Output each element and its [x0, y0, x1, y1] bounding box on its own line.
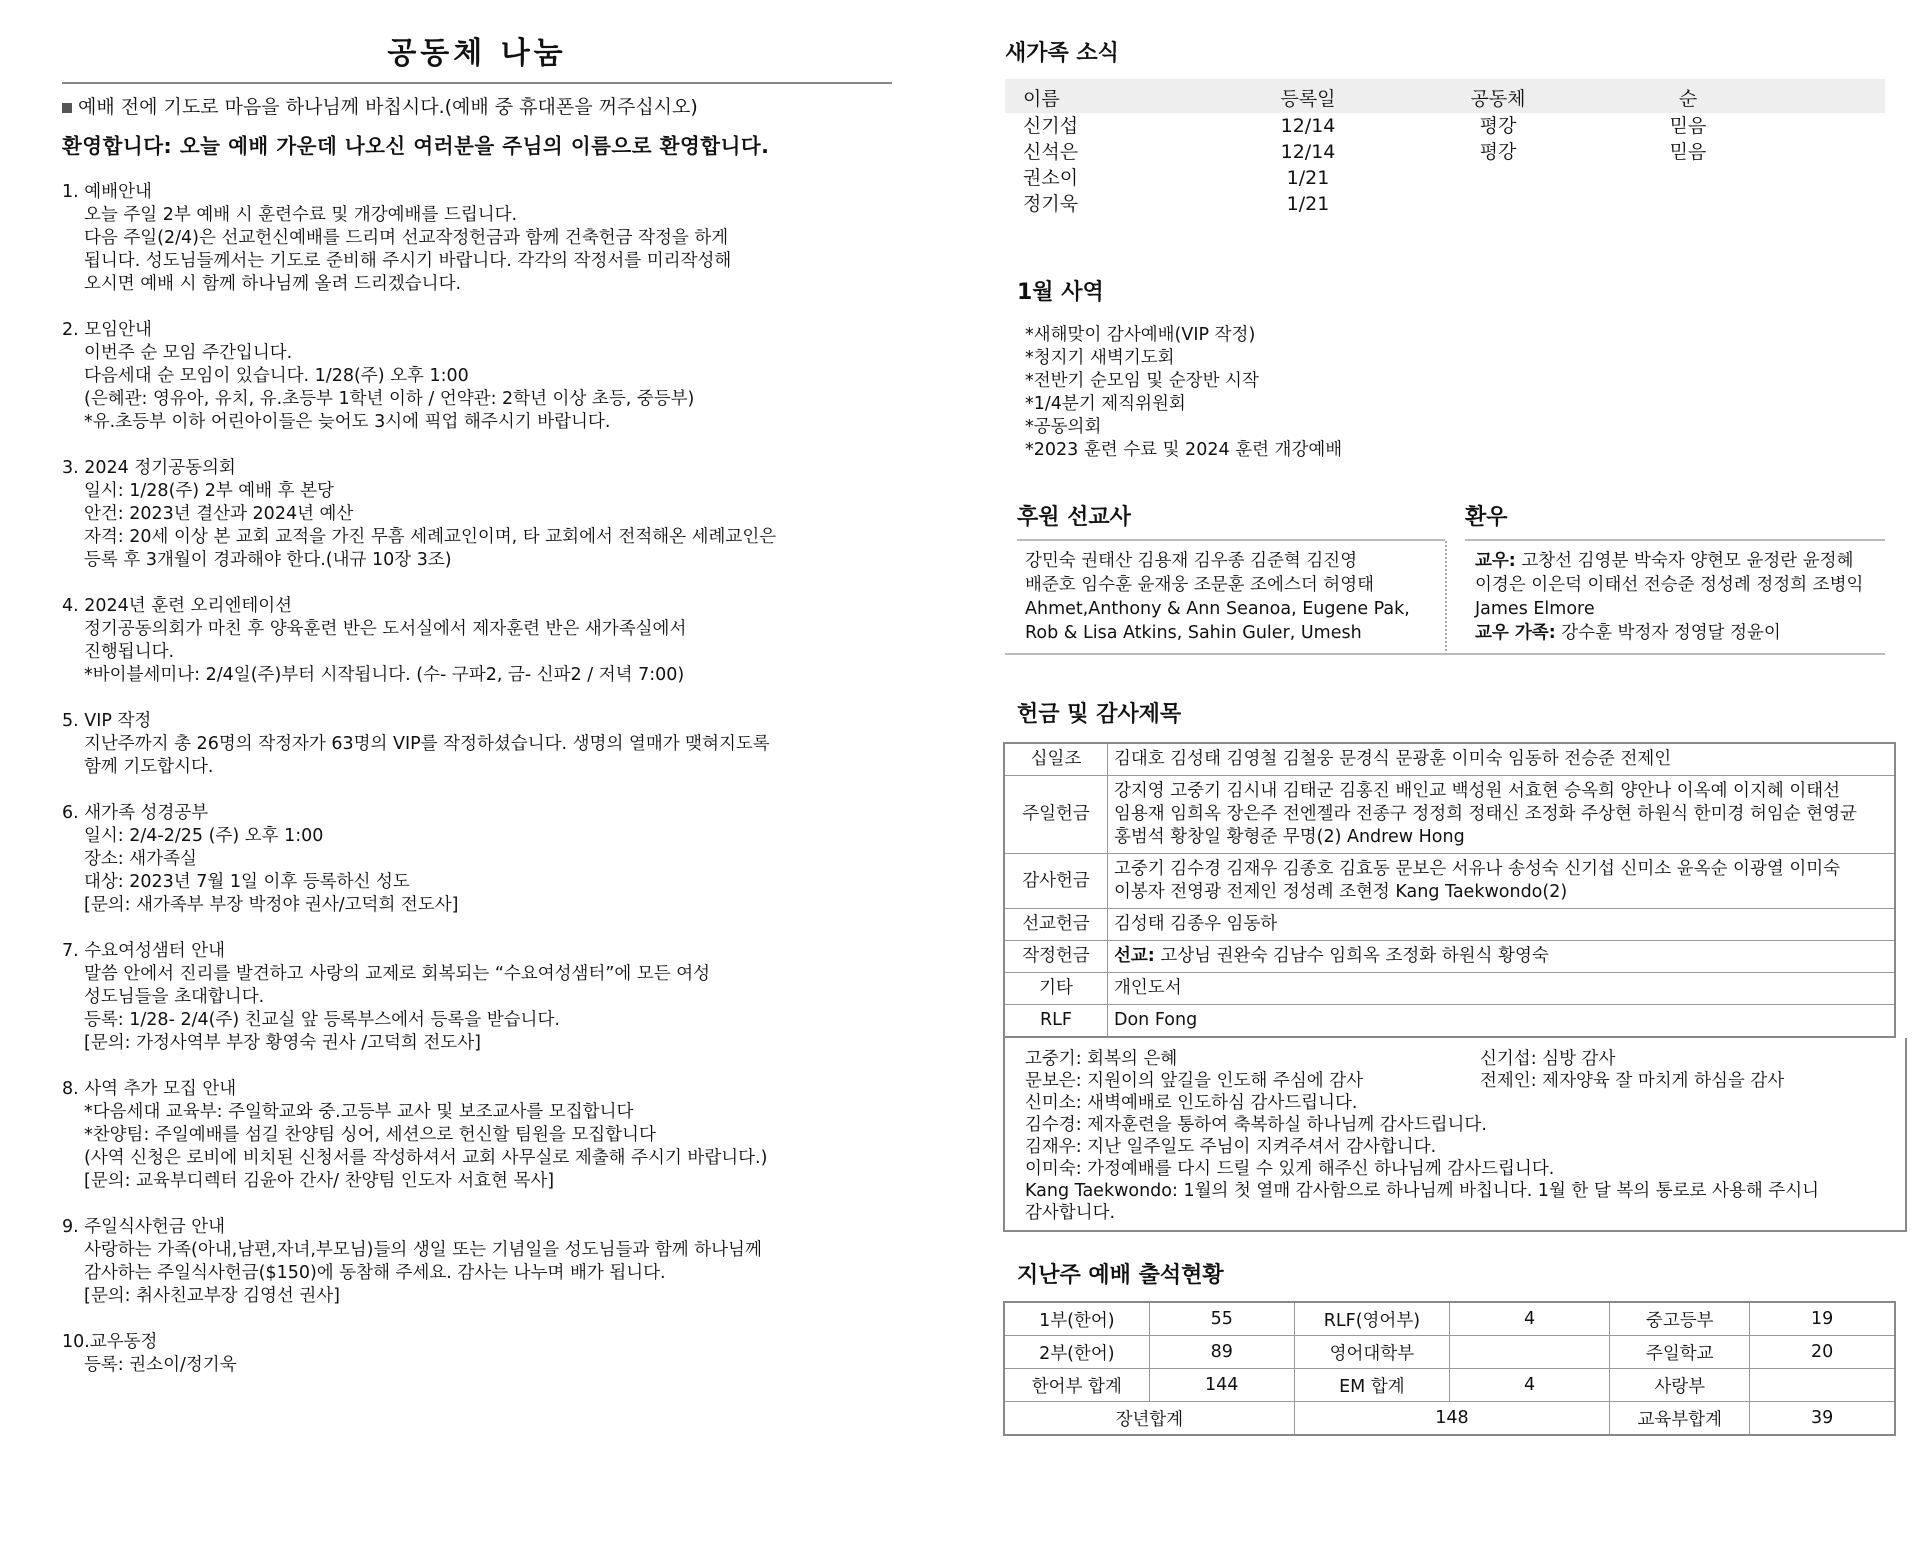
patients-title: 환우 [1465, 500, 1885, 541]
announcement-line: *유.초등부 이하 어린아이들은 늦어도 3시에 픽업 해주시기 바랍니다. [84, 412, 611, 432]
att-value: 89 [1149, 1336, 1294, 1369]
announcement-line: 일시: 1/28(주) 2부 예배 후 본당 [84, 481, 334, 501]
announcement-title: 9. 주일식사헌금 안내 [62, 1217, 226, 1237]
att-label: EM 합계 [1294, 1369, 1449, 1402]
list-item: *2023 훈련 수료 및 2024 훈련 개강예배 [1025, 440, 1343, 460]
att-value: 4 [1449, 1302, 1609, 1336]
att-value: 55 [1149, 1302, 1294, 1336]
list-item: *공동의회 [1025, 417, 1102, 437]
table-cell: 평강 [1479, 115, 1517, 137]
col-header: 공동체 [1403, 79, 1593, 113]
table-cell [1593, 165, 1783, 191]
table-header-row [1005, 79, 1885, 113]
announcement-line: [문의: 새가족부 부장 박정야 권사/고덕희 전도사] [84, 895, 459, 915]
offering-label: 주일헌금 [1004, 776, 1108, 854]
announcement-title: 4. 2024년 훈련 오리엔테이션 [62, 596, 293, 616]
offering-names [1108, 776, 1896, 854]
list-item: *1/4분기 제직위원회 [1025, 394, 1186, 414]
table-cell: 1/21 [1286, 167, 1330, 189]
notice [62, 92, 892, 119]
table-row [1004, 1369, 1895, 1402]
att-value: 20 [1750, 1336, 1895, 1369]
offering-label: 기타 [1004, 973, 1108, 1005]
announcement-line: 다음세대 순 모임이 있습니다. 1/28(주) 오후 1:00 [84, 366, 469, 386]
patients-line: 이경은 이은덕 이태선 전승준 정성례 정정희 조병익 [1475, 575, 1864, 595]
offering-sub-label: 선교: [1114, 946, 1155, 966]
announcement-item [62, 1078, 892, 1193]
att-value [1449, 1336, 1609, 1369]
table-cell: 12/14 [1280, 115, 1336, 137]
thanks-item: 김수경: 제자훈련을 통하여 축복하실 하나님께 감사드립니다. [1025, 1115, 1487, 1135]
thanks-item: 신미소: 새벽예배로 인도하심 감사드립니다. [1025, 1093, 1358, 1113]
att-value: 19 [1750, 1302, 1895, 1336]
table-row [1005, 191, 1885, 217]
announcement-item [62, 319, 892, 434]
supporters-section [1005, 500, 1885, 655]
announcement-line: 등록 후 3개월이 경과해야 한다.(내규 10장 3조) [84, 550, 452, 570]
announcement-line: 말씀 안에서 진리를 발견하고 사랑의 교제로 회복되는 “수요여성샘터”에 모든 여성 [84, 964, 711, 984]
patients-names: 고창선 김영분 박숙자 양현모 윤정란 윤정혜 [1515, 551, 1854, 571]
offering-label: 십일조 [1004, 743, 1108, 776]
welcome-message: 환영합니다: 오늘 예배 가운데 나오신 여러분을 주님의 이름으로 환영합니다. [62, 134, 770, 158]
table-cell [1593, 191, 1783, 217]
offering-label: 선교헌금 [1004, 909, 1108, 941]
table-row [1004, 854, 1895, 909]
thanks-item: Kang Taekwondo: 1월의 첫 열매 감사함으로 하나님께 바칩니다. 1월 한 달 복의 통로로 사용해 주시니 [1025, 1181, 1819, 1201]
missionary-list [1005, 541, 1445, 655]
offering-line: 개인도서 [1114, 978, 1182, 998]
patients-line [1475, 621, 1885, 645]
offering-names [1108, 854, 1896, 909]
thanks-item: 신기섭: 심방 감사 [1480, 1049, 1616, 1069]
offering-names [1108, 1005, 1896, 1038]
table-cell: 평강 [1479, 141, 1517, 163]
notice-text: 예배 전에 기도로 마음을 하나님께 바칩시다.(예배 중 휴대폰을 꺼주십시오) [78, 96, 698, 118]
attendance-table [1003, 1301, 1896, 1436]
attendance-title: 지난주 예배 출석현황 [1017, 1263, 1224, 1288]
thanks-row [1025, 1070, 1895, 1092]
patients-family-names: 강수훈 박정자 정영달 정윤이 [1555, 623, 1781, 643]
announcement-line: [문의: 교육부디렉터 김윤아 간사/ 찬양팀 인도자 서효현 목사] [84, 1171, 555, 1191]
att-label: RLF(영어부) [1294, 1302, 1449, 1336]
table-row [1005, 113, 1885, 139]
announcement-line: 진행됩니다. [84, 642, 175, 662]
offering-line: 고상님 권완숙 김남수 임희옥 조정화 하원식 황영숙 [1154, 946, 1549, 966]
table-row [1004, 776, 1895, 854]
table-cell-filler [1783, 165, 1885, 191]
announcement-item [62, 457, 892, 572]
announcement-line: 정기공동의회가 마친 후 양육훈련 반은 도서실에서 제자훈련 반은 새가족실에서 [84, 619, 687, 639]
announcement-title: 2. 모임안내 [62, 320, 152, 340]
missionary-line: Rob & Lisa Atkins, Sahin Guler, Umesh [1025, 623, 1362, 643]
list-item: *전반기 순모임 및 순장반 시작 [1025, 371, 1259, 391]
new-family-table [1005, 79, 1885, 217]
announcement-line: 성도님들을 초대합니다. [84, 987, 265, 1007]
offering-line: Don Fong [1114, 1010, 1198, 1030]
att-label: 1부(한어) [1004, 1302, 1149, 1336]
announcement-line: 안건: 2023년 결산과 2024년 예산 [84, 504, 354, 524]
att-label: 주일학교 [1610, 1336, 1750, 1369]
table-row [1004, 1402, 1895, 1436]
thanks-item: 전제인: 제자양육 잘 마치게 하심을 감사 [1480, 1071, 1785, 1091]
announcement-line: 이번주 순 모임 주간입니다. [84, 343, 293, 363]
missionary-line: 배준호 임수훈 윤재웅 조문훈 조에스더 허영태 [1025, 575, 1375, 595]
table-cell: 신석은 [1023, 141, 1079, 163]
table-cell [1403, 191, 1593, 217]
announcement-line: 오시면 예배 시 함께 하나님께 올려 드리겠습니다. [84, 274, 462, 294]
offering-names [1108, 743, 1896, 776]
announcement-line: 감사하는 주일식사헌금($150)에 동참해 주세요. 감사는 나누며 배가 됩니다. [84, 1263, 666, 1283]
announcement-line: 됩니다. 성도님들께서는 기도로 준비해 주시기 바랍니다. 각각의 작정서를 미리작성해 [84, 251, 732, 271]
offering-label: 작정헌금 [1004, 941, 1108, 973]
att-value: 144 [1149, 1369, 1294, 1402]
att-label: 사랑부 [1610, 1369, 1750, 1402]
announcement-line: [문의: 가정사역부 부장 황영숙 권사 /고덕희 전도사] [84, 1033, 481, 1053]
att-label: 한어부 합계 [1004, 1369, 1149, 1402]
table-cell: 믿음 [1669, 115, 1707, 137]
announcement-line: 대상: 2023년 7월 1일 이후 등록하신 성도 [84, 872, 410, 892]
col-header: 등록일 [1213, 79, 1403, 113]
announcement-line: 장소: 새가족실 [84, 849, 197, 869]
offering-line: 고중기 김수경 김재우 김종호 김효동 문보은 서유나 송성숙 신기섭 신미소 윤옥순 이광열 이미숙 [1114, 859, 1841, 879]
announcement-title: 8. 사역 추가 모집 안내 [62, 1079, 237, 1099]
offering-line: 홍범석 황창일 황형준 무명(2) Andrew Hong [1114, 827, 1465, 847]
announcement-title: 6. 새가족 성경공부 [62, 803, 209, 823]
table-row [1004, 909, 1895, 941]
announcement-line: *바이블세미나: 2/4일(주)부터 시작됩니다. (수- 구파2, 금- 신파2 / 저녁 7:00) [84, 665, 685, 685]
list-item: *새해맞이 감사예배(VIP 작정) [1025, 325, 1256, 345]
thanks-item: 감사합니다. [1025, 1203, 1116, 1223]
announcement-title: 5. VIP 작정 [62, 711, 152, 731]
table-row [1004, 973, 1895, 1005]
patients-line: James Elmore [1475, 599, 1595, 619]
announcement-line: 사랑하는 가족(아내,남편,자녀,부모님)들의 생일 또는 기념일을 성도님들과 함께 하나님께 [84, 1240, 762, 1260]
announcement-line: *찬양팀: 주일예배를 섬길 찬양팀 싱어, 세션으로 헌신할 팀원을 모집합니다 [84, 1125, 656, 1145]
att-value: 4 [1449, 1369, 1609, 1402]
thanks-list [1003, 1038, 1907, 1232]
list-item: *청지기 새벽기도회 [1025, 348, 1175, 368]
col-header: 이름 [1005, 79, 1213, 113]
patients [1445, 500, 1885, 655]
att-value: 148 [1294, 1402, 1609, 1436]
offering-line: 이봉자 전영광 전제인 정성례 조현정 Kang Taekwondo(2) [1114, 882, 1568, 902]
announcement-item [62, 595, 892, 687]
thanks-row [1025, 1048, 1895, 1070]
announcement-line: *다음세대 교육부: 주일학교와 중.고등부 교사 및 보조교사를 모집합니다 [84, 1102, 634, 1122]
announcement-item [62, 940, 892, 1055]
announcement-title: 10.교우동정 [62, 1332, 158, 1352]
announcement-line: 오늘 주일 2부 예배 시 훈련수료 및 개강예배를 드립니다. [84, 205, 518, 225]
missionary-title: 후원 선교사 [1017, 500, 1445, 541]
new-family-title: 새가족 소식 [1005, 41, 1119, 66]
table-row [1005, 165, 1885, 191]
offering-table [1003, 742, 1896, 1038]
table-cell [1403, 165, 1593, 191]
thanks-item: 문보은: 지원이의 앞길을 인도해 주심에 감사 [1025, 1071, 1363, 1091]
table-cell: 정기욱 [1023, 193, 1079, 215]
table-cell: 신기섭 [1023, 115, 1079, 137]
att-label: 영어대학부 [1294, 1336, 1449, 1369]
announcement-line: 함께 기도합시다. [84, 757, 214, 777]
offering-names [1108, 973, 1896, 1005]
table-row [1004, 1302, 1895, 1336]
thanks-item: 이미숙: 가정예배를 다시 드릴 수 있게 해주신 하나님께 감사드립니다. [1025, 1159, 1555, 1179]
monthly-ministry [1017, 275, 1895, 462]
announcement-line: [문의: 취사친교부장 김영선 권사] [84, 1286, 341, 1306]
table-row [1005, 139, 1885, 165]
table-cell-filler [1783, 139, 1885, 165]
offering-names [1108, 941, 1896, 973]
offering-line: 임용재 임희옥 장은주 전엔젤라 전종구 정정희 정태신 조정화 주상현 하원식 한미경 허임순 현영균 [1114, 804, 1857, 824]
table-cell: 권소이 [1023, 167, 1079, 189]
announcement-item [62, 181, 892, 296]
att-label: 교육부합계 [1610, 1402, 1750, 1436]
announcement-line: 지난주까지 총 26명의 작정자가 63명의 VIP를 작정하셨습니다. 생명의 열매가 맺혀지도록 [84, 734, 770, 754]
announcement-item [62, 1331, 892, 1377]
announcement-line: 등록: 권소이/정기욱 [84, 1355, 237, 1375]
offering-line: 김대호 김성태 김영철 김철웅 문경식 문광훈 이미숙 임동하 전승준 전제인 [1114, 749, 1672, 769]
att-label: 2부(한어) [1004, 1336, 1149, 1369]
announcement-line: (사역 신청은 로비에 비치된 신청서를 작성하셔서 교회 사무실로 제출해 주시기 바랍니다.) [84, 1148, 768, 1168]
table-row [1004, 941, 1895, 973]
offering-section [1005, 697, 1895, 1232]
patients-list [1445, 541, 1885, 655]
ministry-list [1017, 324, 1895, 462]
offering-names [1108, 909, 1896, 941]
page-title: 공동체 나눔 [62, 28, 892, 84]
missionaries [1005, 500, 1445, 655]
table-cell: 믿음 [1669, 141, 1707, 163]
table-cell-filler [1783, 113, 1885, 139]
offering-line: 김성태 김종우 임동하 [1114, 914, 1278, 934]
missionary-line: 강민숙 권태산 김용재 김우종 김준혁 김진영 [1025, 551, 1358, 571]
col-header-filler [1783, 79, 1885, 113]
announcement-line: 등록: 1/28- 2/4(주) 친교실 앞 등록부스에서 등록을 받습니다. [84, 1010, 560, 1030]
patients-family-label: 교우 가족: [1475, 623, 1556, 643]
table-cell-filler [1783, 191, 1885, 217]
announcement-line: (은혜관: 영유아, 유치, 유.초등부 1학년 이하 / 언약관: 2학년 이상 초등, 중등부) [84, 389, 695, 409]
missionary-line: Ahmet,Anthony & Ann Seanoa, Eugene Pak, [1025, 599, 1410, 619]
att-value: 39 [1750, 1402, 1895, 1436]
attendance-section [1005, 1258, 1895, 1436]
table-cell: 1/21 [1286, 193, 1330, 215]
table-row [1004, 743, 1895, 776]
att-label: 장년합계 [1004, 1402, 1294, 1436]
table-row [1004, 1336, 1895, 1369]
info-column [1005, 36, 1895, 1436]
ministry-title: 1월 사역 [1017, 280, 1104, 305]
thanks-item: 고중기: 회복의 은혜 [1025, 1049, 1178, 1069]
att-label: 중고등부 [1610, 1302, 1750, 1336]
patients-label: 교우: [1475, 551, 1516, 571]
offering-label: 감사헌금 [1004, 854, 1108, 909]
announcement-item [62, 710, 892, 779]
square-bullet-icon [62, 103, 72, 113]
announcement-line: 다음 주일(2/4)은 선교헌신예배를 드리며 선교작정헌금과 함께 건축헌금 작정을 하게 [84, 228, 729, 248]
new-family-rows [1005, 113, 1885, 217]
announcement-list [62, 181, 892, 1377]
announcement-item [62, 802, 892, 917]
community-sharing-column [62, 28, 892, 1400]
att-value [1750, 1369, 1895, 1402]
announcement-line: 자격: 20세 이상 본 교회 교적을 가진 무흠 세례교인이며, 타 교회에서 전적해온 세례교인은 [84, 527, 777, 547]
offering-title: 헌금 및 감사제목 [1017, 702, 1182, 727]
announcement-title: 1. 예배안내 [62, 182, 152, 202]
col-header: 순 [1593, 79, 1783, 113]
table-row [1004, 1005, 1895, 1038]
offering-line: 강지영 고중기 김시내 김태군 김홍진 배인교 백성원 서효현 승옥희 양안나 이옥예 이지혜 이태선 [1114, 781, 1841, 801]
announcement-item [62, 1216, 892, 1308]
announcement-title: 7. 수요여성샘터 안내 [62, 941, 226, 961]
offering-label: RLF [1004, 1005, 1108, 1038]
announcement-line: 일시: 2/4-2/25 (주) 오후 1:00 [84, 826, 324, 846]
thanks-item: 김재우: 지난 일주일도 주님이 지켜주셔서 감사합니다. [1025, 1137, 1437, 1157]
table-cell: 12/14 [1280, 141, 1336, 163]
announcement-title: 3. 2024 정기공동의회 [62, 458, 236, 478]
patients-line [1475, 549, 1885, 573]
